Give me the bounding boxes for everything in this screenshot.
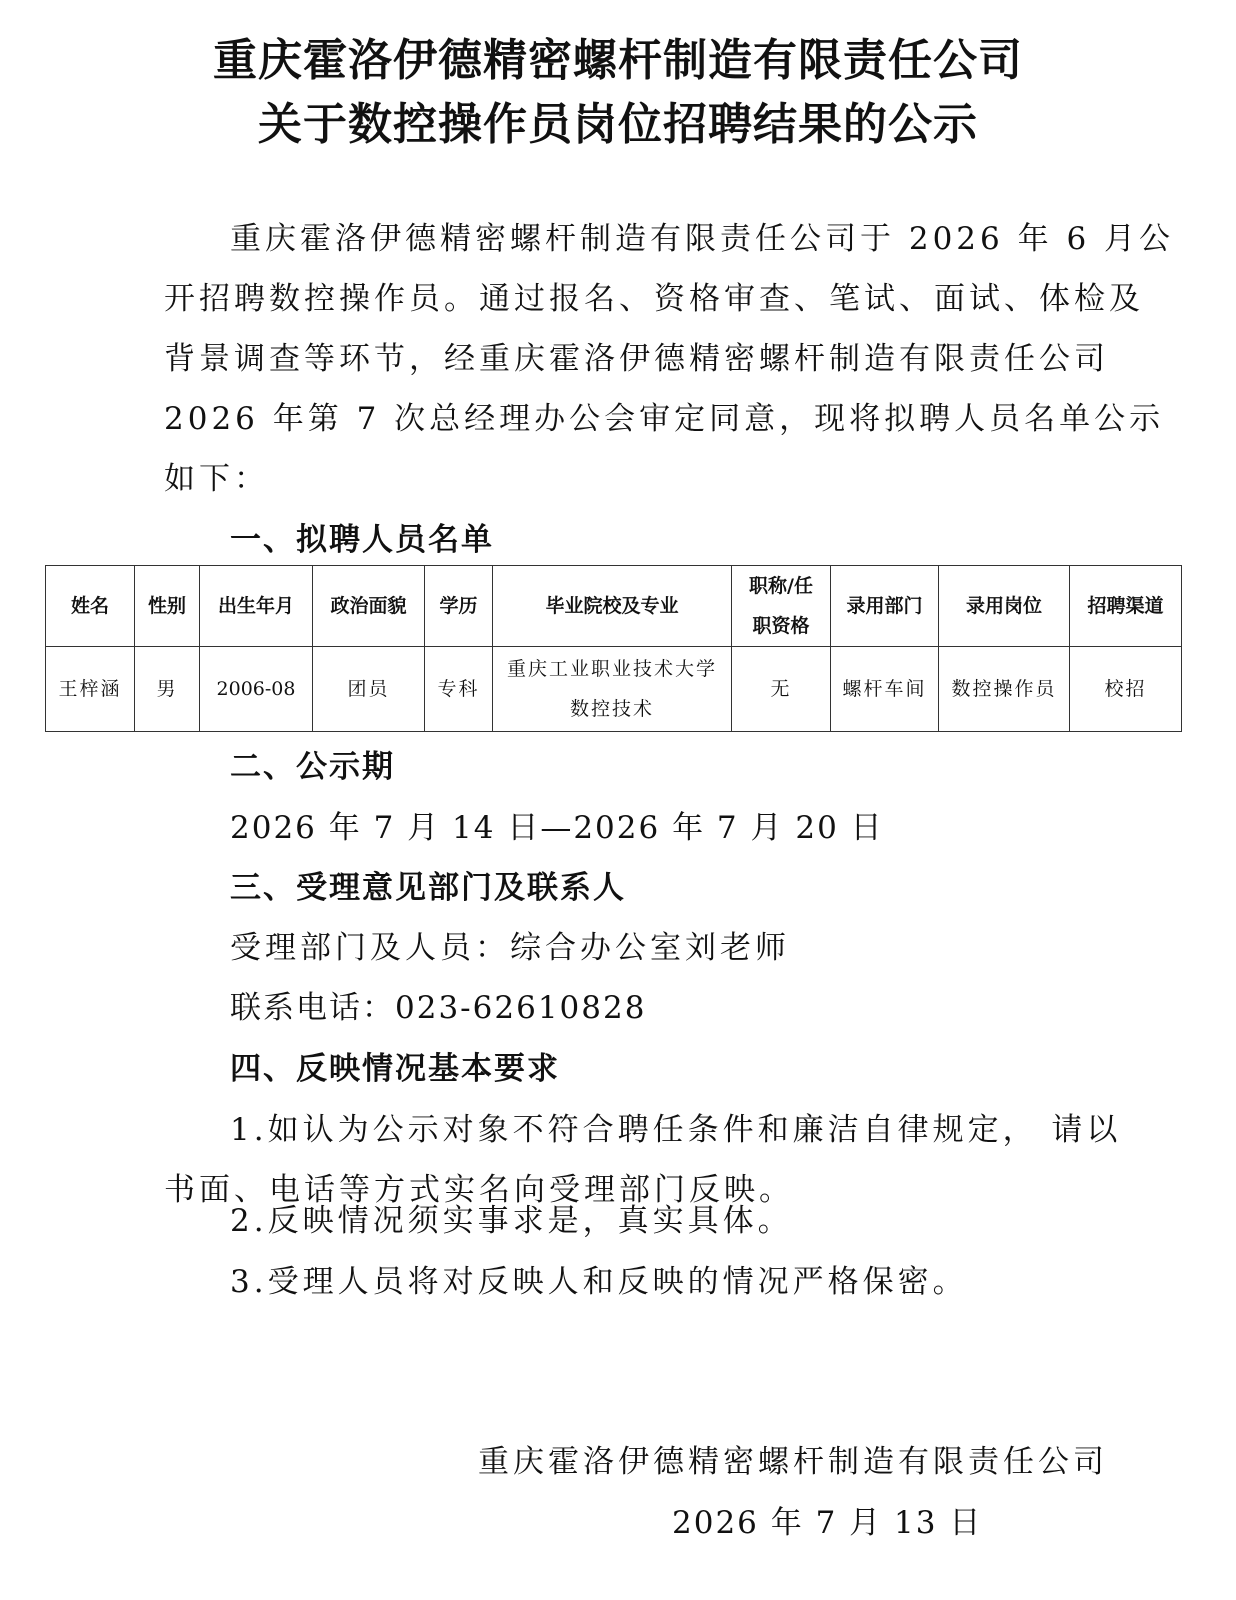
header-birth: 出生年月 <box>200 566 313 647</box>
cell-political: 团员 <box>313 647 425 732</box>
intro-line-5: 如下： <box>164 461 269 497</box>
header-school: 毕业院校及专业 <box>493 566 732 647</box>
section-heading-period: 二、公示期 <box>230 749 395 785</box>
cell-name: 王梓涵 <box>46 647 135 732</box>
header-department: 录用部门 <box>831 566 939 647</box>
requirement-3: 3.受理人员将对反映人和反映的情况严格保密。 <box>230 1264 968 1300</box>
cell-department: 螺杆车间 <box>831 647 939 732</box>
cell-qualification: 无 <box>732 647 831 732</box>
table-header-row <box>46 566 1182 647</box>
cell-gender: 男 <box>135 647 200 732</box>
header-political: 政治面貌 <box>313 566 425 647</box>
header-gender: 性别 <box>135 566 200 647</box>
cell-school-line-2: 数控技术 <box>569 698 654 720</box>
requirement-1-line-2: 书面、电话等方式实名向受理部门反映。 <box>164 1172 794 1208</box>
section-heading-roster: 一、拟聘人员名单 <box>230 522 494 558</box>
cell-position: 数控操作员 <box>939 647 1070 732</box>
cell-school <box>493 647 732 732</box>
candidate-table <box>45 565 1182 732</box>
document-title-line-1: 重庆霍洛伊德精密螺杆制造有限责任公司 <box>213 35 1023 86</box>
cell-education: 专科 <box>425 647 493 732</box>
signature-date: 2026 年 7 月 13 日 <box>672 1505 983 1541</box>
header-channel: 招聘渠道 <box>1070 566 1182 647</box>
section-heading-contact: 三、受理意见部门及联系人 <box>230 870 626 906</box>
header-position: 录用岗位 <box>939 566 1070 647</box>
header-qualification-line-2: 职资格 <box>752 615 810 637</box>
document-title-line-2: 关于数控操作员岗位招聘结果的公示 <box>258 99 978 150</box>
header-name: 姓名 <box>46 566 135 647</box>
table-row <box>46 647 1182 732</box>
header-qualification <box>732 566 831 647</box>
intro-line-3: 背景调查等环节，经重庆霍洛伊德精密螺杆制造有限责任公司 <box>164 341 1109 377</box>
cell-school-line-1: 重庆工业职业技术大学 <box>506 658 717 680</box>
intro-line-4: 2026 年第 7 次总经理办公会审定同意，现将拟聘人员名单公示 <box>164 401 1165 437</box>
publicity-period: 2026 年 7 月 14 日—2026 年 7 月 20 日 <box>230 810 884 846</box>
cell-channel: 校招 <box>1070 647 1182 732</box>
cell-birth: 2006-08 <box>200 647 313 732</box>
contact-phone: 联系电话：023-62610828 <box>230 990 647 1026</box>
requirement-1-line-1: 1.如认为公示对象不符合聘任条件和廉洁自律规定， 请以 <box>230 1112 1122 1148</box>
contact-department: 受理部门及人员：综合办公室刘老师 <box>230 930 790 966</box>
requirement-2: 2.反映情况须实事求是，真实具体。 <box>230 1203 793 1239</box>
signature-company: 重庆霍洛伊德精密螺杆制造有限责任公司 <box>478 1444 1108 1480</box>
header-education: 学历 <box>425 566 493 647</box>
header-qualification-line-1: 职称/任 <box>749 575 813 597</box>
section-heading-requirements: 四、反映情况基本要求 <box>230 1051 560 1087</box>
intro-line-1: 重庆霍洛伊德精密螺杆制造有限责任公司于 2026 年 6 月公 <box>230 221 1175 257</box>
intro-line-2: 开招聘数控操作员。通过报名、资格审查、笔试、面试、体检及 <box>164 281 1144 317</box>
